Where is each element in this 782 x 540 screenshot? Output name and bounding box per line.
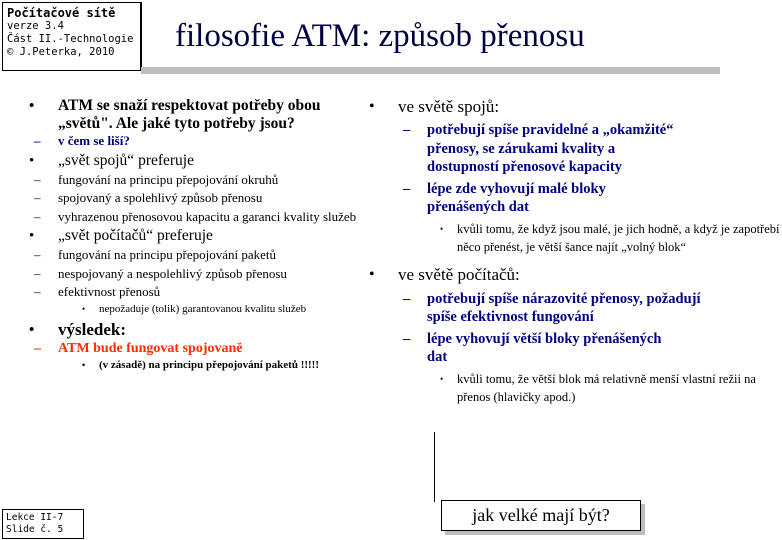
title-underline-band xyxy=(141,67,720,74)
bullet: • xyxy=(440,223,444,234)
course-info-box xyxy=(2,2,141,71)
right-column xyxy=(367,97,780,406)
dash-bullet: – xyxy=(34,208,41,224)
course-name: Počítačové sítě xyxy=(7,6,116,20)
dash-bullet: – xyxy=(34,265,41,281)
left-item-1-sub: – v čem se liší? xyxy=(34,133,130,148)
left-item-2-sub: – vyhrazenou přenosovou kapacitu a garanci kvality služeb xyxy=(34,208,357,224)
copyright: © J.Peterka, 2010 xyxy=(7,46,115,58)
bullet: • xyxy=(29,228,35,244)
callout-rule xyxy=(434,432,435,502)
left-item-3-sub: – fungování na principu přepojování paketů xyxy=(34,247,277,262)
bullet: • xyxy=(29,321,35,338)
bullet: • xyxy=(440,373,444,384)
left-item-3-sub: – nespojovaný a nespolehlivý způsob přenosu xyxy=(34,265,287,281)
dash-bullet: – xyxy=(403,290,411,307)
right-item-1-sub: – potřebují spíše pravidelné a „okamžité“ přenosy, se zárukami kvality a dostupností přenosové kapacity xyxy=(403,122,674,175)
version: verze 3.4 xyxy=(7,20,64,32)
dash-bullet: – xyxy=(34,190,41,205)
header-divider xyxy=(141,2,142,71)
left-column xyxy=(27,97,362,371)
left-item-3: • „svět počítačů“ preferuje xyxy=(29,227,213,244)
bullet: • xyxy=(29,152,35,169)
dash-bullet: – xyxy=(403,180,411,197)
left-item-4-sub: – ATM bude fungovat spojovaně xyxy=(34,340,243,356)
bullet: • xyxy=(82,303,86,314)
lesson-number: Lekce II-7 xyxy=(6,512,64,523)
right-item-1: • ve světě spojů: xyxy=(369,97,500,116)
slide-title: filosofie ATM: způsob přenosu xyxy=(175,18,585,54)
left-item-2-sub: – spojovaný a spolehlivý způsob přenosu xyxy=(34,190,263,205)
slide-footer xyxy=(2,509,84,539)
bullet: • xyxy=(82,360,86,370)
dash-bullet: – xyxy=(403,122,411,138)
dash-bullet: – xyxy=(34,284,41,299)
right-item-2-sub: – lépe vyhovují větší bloky přenášených dat xyxy=(403,330,662,365)
dash-bullet: – xyxy=(34,171,41,187)
dash-bullet: – xyxy=(34,133,41,148)
left-item-2-sub: – fungování na principu přepojování okruhů xyxy=(34,171,279,187)
dash-bullet: – xyxy=(34,247,41,262)
left-item-4-subsub: • (v zásadě) na principu přepojování paketů !!!!! xyxy=(82,359,320,371)
dash-bullet: – xyxy=(403,330,411,347)
bullet: • xyxy=(369,265,375,283)
right-item-1-sub: – lépe zde vyhovují malé bloky přenášených dat xyxy=(403,180,606,215)
right-item-2: • ve světě počítačů: xyxy=(369,264,520,284)
left-item-1: • ATM se snaží respektovat potřeby obou „světů". Ale jaké tyto potřeby jsou? xyxy=(29,97,321,132)
bullet: • xyxy=(369,98,375,115)
right-item-2-sub: – potřebují spíše nárazovité přenosy, požadují spíše efektivnost fungování xyxy=(403,290,701,325)
part: Část II.-Technologie xyxy=(7,33,134,45)
right-item-1-subsub: • kvůli tomu, že když jsou malé, je jich hodně, a když je zapotřebí něco přenést, je větší šance najít „volný blok“ xyxy=(440,221,780,254)
right-item-2-subsub: • kvůli tomu, že větší blok má relativně menší vlastní režii na přenos (hlavičky apod.) xyxy=(440,371,756,404)
left-item-4: • výsledek: xyxy=(29,319,126,339)
question-box: jak velké mají být? xyxy=(441,500,641,531)
slide-number: Slide č. 5 xyxy=(6,524,64,535)
left-item-3-sub: – efektivnost přenosů xyxy=(34,284,161,299)
bullet: • xyxy=(29,98,35,114)
left-item-2: • „svět spojů“ preferuje xyxy=(29,151,194,169)
dash-bullet: – xyxy=(34,340,41,356)
left-item-3-subsub: • nepožaduje (tolik) garantovanou kvalitu služeb xyxy=(82,302,307,315)
